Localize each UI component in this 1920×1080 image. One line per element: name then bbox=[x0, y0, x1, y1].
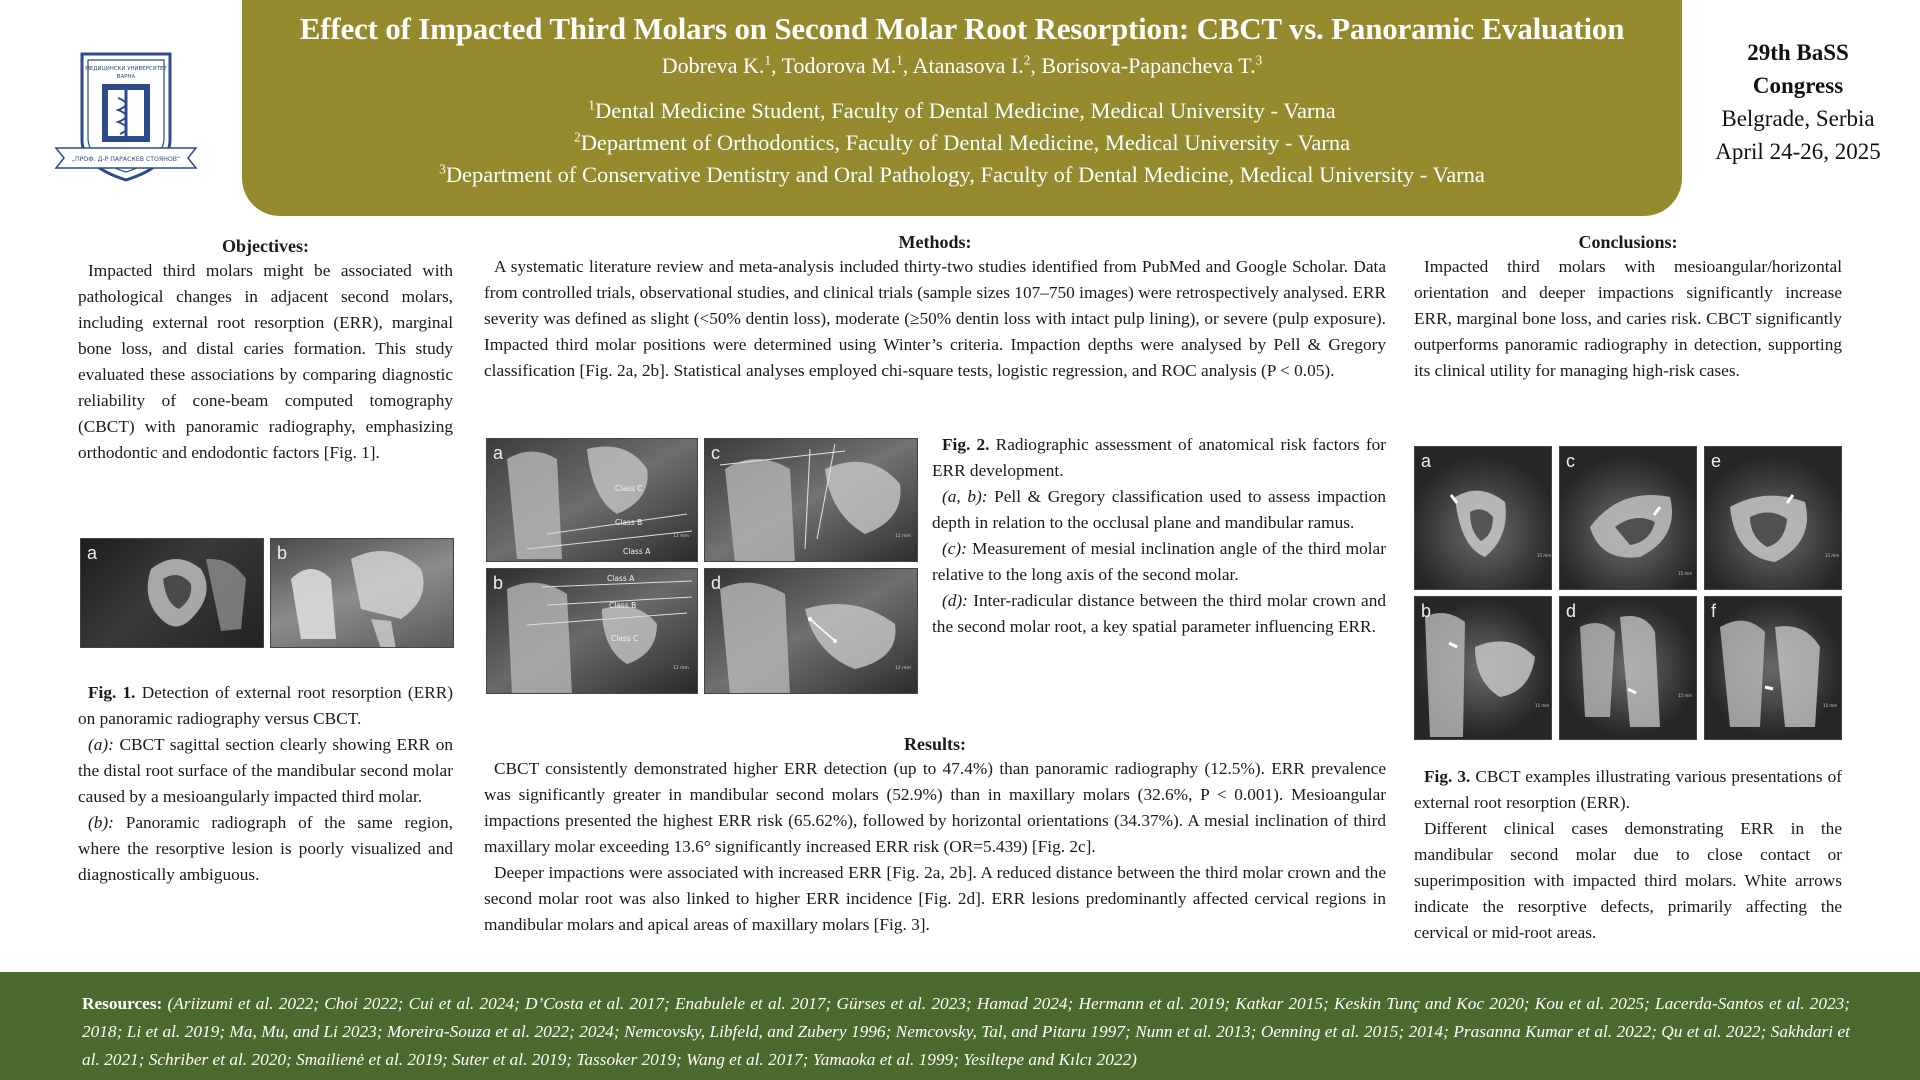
xray-panel bbox=[1559, 446, 1697, 590]
objectives-section bbox=[78, 234, 453, 466]
scale-label: 12 mm bbox=[895, 666, 911, 671]
xray-panel bbox=[1414, 446, 1552, 590]
results-section bbox=[484, 732, 1386, 938]
xray-panel bbox=[486, 568, 698, 694]
resources-label: Resources: bbox=[82, 994, 163, 1013]
caption-text: CBCT sagittal section clearly showing ERR on the distal root surface of the mandibular second molar caused by a mesioangularly impacted third molar. bbox=[78, 735, 453, 806]
affiliation-line bbox=[242, 95, 1682, 127]
scale-label: 15 mm bbox=[1678, 693, 1693, 698]
congress-dates: April 24-26, 2025 bbox=[1715, 139, 1881, 164]
class-label: Class C bbox=[611, 634, 639, 643]
scale-label: 15 mm bbox=[1535, 703, 1550, 708]
class-label: Class A bbox=[607, 574, 635, 583]
panel-label: f bbox=[1711, 601, 1717, 621]
results-text: Deeper impactions were associated with increased ERR [Fig. 2a, 2b]. A reduced distance between the third molar crown and the second molar root was also linked to higher ERR incidence [Fig. 2d]. ERR lesions predominantly affected cervical regions in mandibular molars and apical areas of maxillary molars [Fig. 3]. bbox=[484, 863, 1386, 934]
caption-sublabel: (a, b): bbox=[942, 487, 988, 506]
affiliation-sup: 3 bbox=[439, 161, 446, 177]
figure-2-caption bbox=[932, 432, 1386, 640]
panel-label: c bbox=[1566, 451, 1575, 471]
section-heading: Conclusions: bbox=[1578, 232, 1678, 252]
figure-1-caption bbox=[78, 680, 453, 888]
xray-panel bbox=[704, 438, 918, 562]
caption-text: Detection of external root resorption (ERR) on panoramic radiography versus CBCT. bbox=[78, 683, 453, 728]
author-sup: 3 bbox=[1255, 52, 1263, 68]
caption-label: Fig. 1. bbox=[88, 683, 136, 702]
section-heading: Methods: bbox=[898, 232, 972, 252]
caption-sublabel: (c): bbox=[942, 539, 967, 558]
scale-label: 15 mm bbox=[1537, 553, 1552, 558]
university-crest-icon bbox=[46, 48, 206, 184]
xray-panel bbox=[486, 438, 698, 562]
xray-panel bbox=[1704, 446, 1842, 590]
figure-2 bbox=[486, 438, 918, 694]
affiliation-text: Department of Conservative Dentistry and Oral Pathology, Faculty of Dental Medicine, Medical University - Varna bbox=[445, 162, 1485, 187]
xray-panel bbox=[1414, 596, 1552, 740]
methods-text: A systematic literature review and meta-analysis included thirty-two studies identified from PubMed and Google Scholar. Data from controlled trials, observational studies, and clinical trials (sample sizes 107–750 images) were retrospectively analysed. ERR severity was defined as slight (<50% dentin loss), moderate (≥50% dentin loss with intact pulp lining), or severe (pulp exposure). Impacted third molar positions were determined using Winter’s criteria. Impaction depths were analysed by Pell & Gregory classification [Fig. 2a, 2b]. Statistical analyses employed chi-square tests, logistic regression, and ROC analysis (P < 0.05). bbox=[484, 257, 1386, 380]
xray-panel bbox=[1559, 596, 1697, 740]
author-name: Borisova-Papancheva T. bbox=[1041, 53, 1256, 78]
xray-panel bbox=[270, 538, 454, 648]
panel-label: d bbox=[711, 573, 722, 593]
figure-3-caption bbox=[1414, 764, 1842, 946]
results-text: CBCT consistently demonstrated higher ERR detection (up to 47.4%) than panoramic radiography (12.5%). ERR prevalence was significantly greater in mandibular second molars (52.9%) than in maxillary molars (32.6%, P < 0.001). Mesioangular impactions presented the highest ERR risk (65.62%), followed by horizontal orientations (34.37%). A mesial inclination of third maxillary molar exceeding 13.6° significantly increased ERR risk (OR=5.439) [Fig. 2c]. bbox=[484, 759, 1386, 856]
conclusions-text: Impacted third molars with mesioangular/horizontal orientation and deeper impactions significantly increase ERR, marginal bone loss, and caries risk. CBCT significantly outperforms panoramic radiography in detection, supporting its clinical utility for managing high-risk cases. bbox=[1414, 257, 1842, 380]
resources-footer bbox=[0, 972, 1920, 1080]
logo-city-text: ВАРНА bbox=[116, 74, 136, 80]
panel-label: e bbox=[1711, 451, 1722, 471]
caption-text: Radiographic assessment of anatomical risk factors for ERR development. bbox=[932, 435, 1386, 480]
congress-location: Belgrade, Serbia bbox=[1721, 106, 1875, 131]
methods-section bbox=[484, 230, 1386, 384]
resources-text: (Ariizumi et al. 2022; Choi 2022; Cui et al. 2024; D’Costa et al. 2017; Enabulele et al. 2017; Gürses et al. 2023; Hamad 2024; Hermann et al. 2019; Katkar 2015; Keskin Tunç and Koc 2020; Kou et al. 2025; Lacerda-Santos et al. 2023; 2018; Li et al. 2019; Ma, Mu, and Li 2023; Moreira-Souza et al. 2022; 2024; Nemcovsky, Libfeld, and Zubery 1996; Nemcovsky, Tal, and Pitaru 1997; Nunn et al. 2013; Oenning et al. 2015; 2014; Prasanna Kumar et al. 2022; Qu et al. 2022; Sakhdari et al. 2021; Schriber et al. 2020; Smailienė et al. 2019; Suter et al. 2019; Tassoker 2019; Wang et al. 2017; Yamaoka et al. 1999; Yesiltepe and Kılcı 2022) bbox=[82, 994, 1850, 1069]
caption-sublabel: (b): bbox=[88, 813, 114, 832]
scale-label: 15 mm bbox=[1678, 571, 1693, 576]
scale-label: 15 mm bbox=[1825, 553, 1840, 558]
panel-label: d bbox=[1566, 601, 1577, 621]
congress-line: Congress bbox=[1752, 73, 1844, 98]
author-sup: 2 bbox=[1023, 52, 1031, 68]
panel-label: c bbox=[711, 443, 720, 463]
author-list: Dobreva K.$^1$, Todorova M.$^1$, Atanasova I.$^2$, Borisova-Papancheva T.$^3$ bbox=[661, 52, 1263, 78]
header-banner bbox=[242, 0, 1682, 216]
affiliation-sup: 2 bbox=[573, 129, 581, 145]
scale-label: 12 mm bbox=[673, 666, 689, 671]
panel-label: a bbox=[493, 443, 504, 463]
panel-label: a bbox=[87, 543, 98, 563]
class-label: Class C bbox=[615, 484, 643, 493]
affiliation-sup: 1 bbox=[588, 97, 596, 113]
author-name: Atanasova I. bbox=[912, 53, 1024, 78]
caption-sublabel: (a): bbox=[88, 735, 114, 754]
poster-title: Effect of Impacted Third Molars on Second Molar Root Resorption: CBCT vs. Panoramic Evaluation bbox=[299, 11, 1625, 46]
scale-label: 12 mm bbox=[895, 534, 911, 539]
caption-text: Panoramic radiograph of the same region, where the resorptive lesion is poorly visualized and diagnostically ambiguous. bbox=[78, 813, 453, 884]
class-label: Class B bbox=[615, 518, 643, 527]
class-label: Class A bbox=[623, 547, 651, 556]
caption-text: Inter-radicular distance between the third molar crown and the second molar root, a key spatial parameter influencing ERR. bbox=[932, 591, 1386, 636]
author-name: Todorova M. bbox=[781, 53, 897, 78]
caption-label: Fig. 2. bbox=[942, 435, 990, 454]
affiliation-text: Dental Medicine Student, Faculty of Dental Medicine, Medical University - Varna bbox=[595, 98, 1336, 123]
xray-panel bbox=[1704, 596, 1842, 740]
author-sup: 1 bbox=[896, 52, 903, 68]
congress-line: 29th BaSS bbox=[1747, 40, 1849, 65]
affiliation-line bbox=[242, 127, 1682, 159]
figure-1 bbox=[80, 538, 454, 648]
congress-info bbox=[1700, 36, 1896, 168]
logo-top-text: МЕДИЦИНСКИ УНИВЕРСИТЕТ bbox=[85, 66, 167, 72]
caption-text: Measurement of mesial inclination angle of the third molar relative to the long axis of the second molar. bbox=[932, 539, 1386, 584]
section-heading: Results: bbox=[904, 734, 966, 754]
logo-ribbon-text: „ПРОФ. Д-Р ПАРАСКЕВ СТОЯНОВ“ bbox=[71, 156, 181, 163]
objectives-text: Impacted third molars might be associated with pathological changes in adjacent second molars, including external root resorption (ERR), marginal bone loss, and distal caries formation. This study evaluated these associations by comparing diagnostic reliability of cone-beam computed tomography (CBCT) with panoramic radiography, emphasizing orthodontic and endodontic factors [Fig. 1]. bbox=[78, 261, 453, 462]
author-name: Dobreva K. bbox=[661, 53, 765, 78]
caption-text: Different clinical cases demonstrating ERR in the mandibular second molar due to close contact or superimposition with impacted third molars. White arrows indicate the resorptive defects, primarily affecting the cervical or mid-root areas. bbox=[1414, 819, 1842, 942]
panel-label: b bbox=[1421, 601, 1432, 621]
panel-label: b bbox=[277, 543, 288, 563]
panel-label: a bbox=[1421, 451, 1432, 471]
affiliation-text: Department of Orthodontics, Faculty of Dental Medicine, Medical University - Varna bbox=[580, 130, 1351, 155]
conclusions-section bbox=[1414, 230, 1842, 384]
xray-panel bbox=[80, 538, 264, 648]
affiliation-line bbox=[242, 159, 1682, 191]
author-sup: 1 bbox=[764, 52, 772, 68]
caption-text: Pell & Gregory classification used to assess impaction depth in relation to the occlusal plane and mandibular ramus. bbox=[932, 487, 1387, 532]
section-heading: Objectives: bbox=[222, 236, 309, 256]
figure-3 bbox=[1414, 446, 1842, 740]
caption-text: CBCT examples illustrating various presentations of external root resorption (ERR). bbox=[1414, 767, 1842, 812]
caption-sublabel: (d): bbox=[942, 591, 968, 610]
scale-label: 12 mm bbox=[673, 534, 689, 539]
panel-label: b bbox=[493, 573, 504, 593]
caption-label: Fig. 3. bbox=[1424, 767, 1471, 786]
scale-label: 15 mm bbox=[1823, 703, 1838, 708]
class-label: Class B bbox=[609, 601, 637, 610]
affiliation-list bbox=[242, 95, 1682, 191]
xray-panel bbox=[704, 568, 918, 694]
